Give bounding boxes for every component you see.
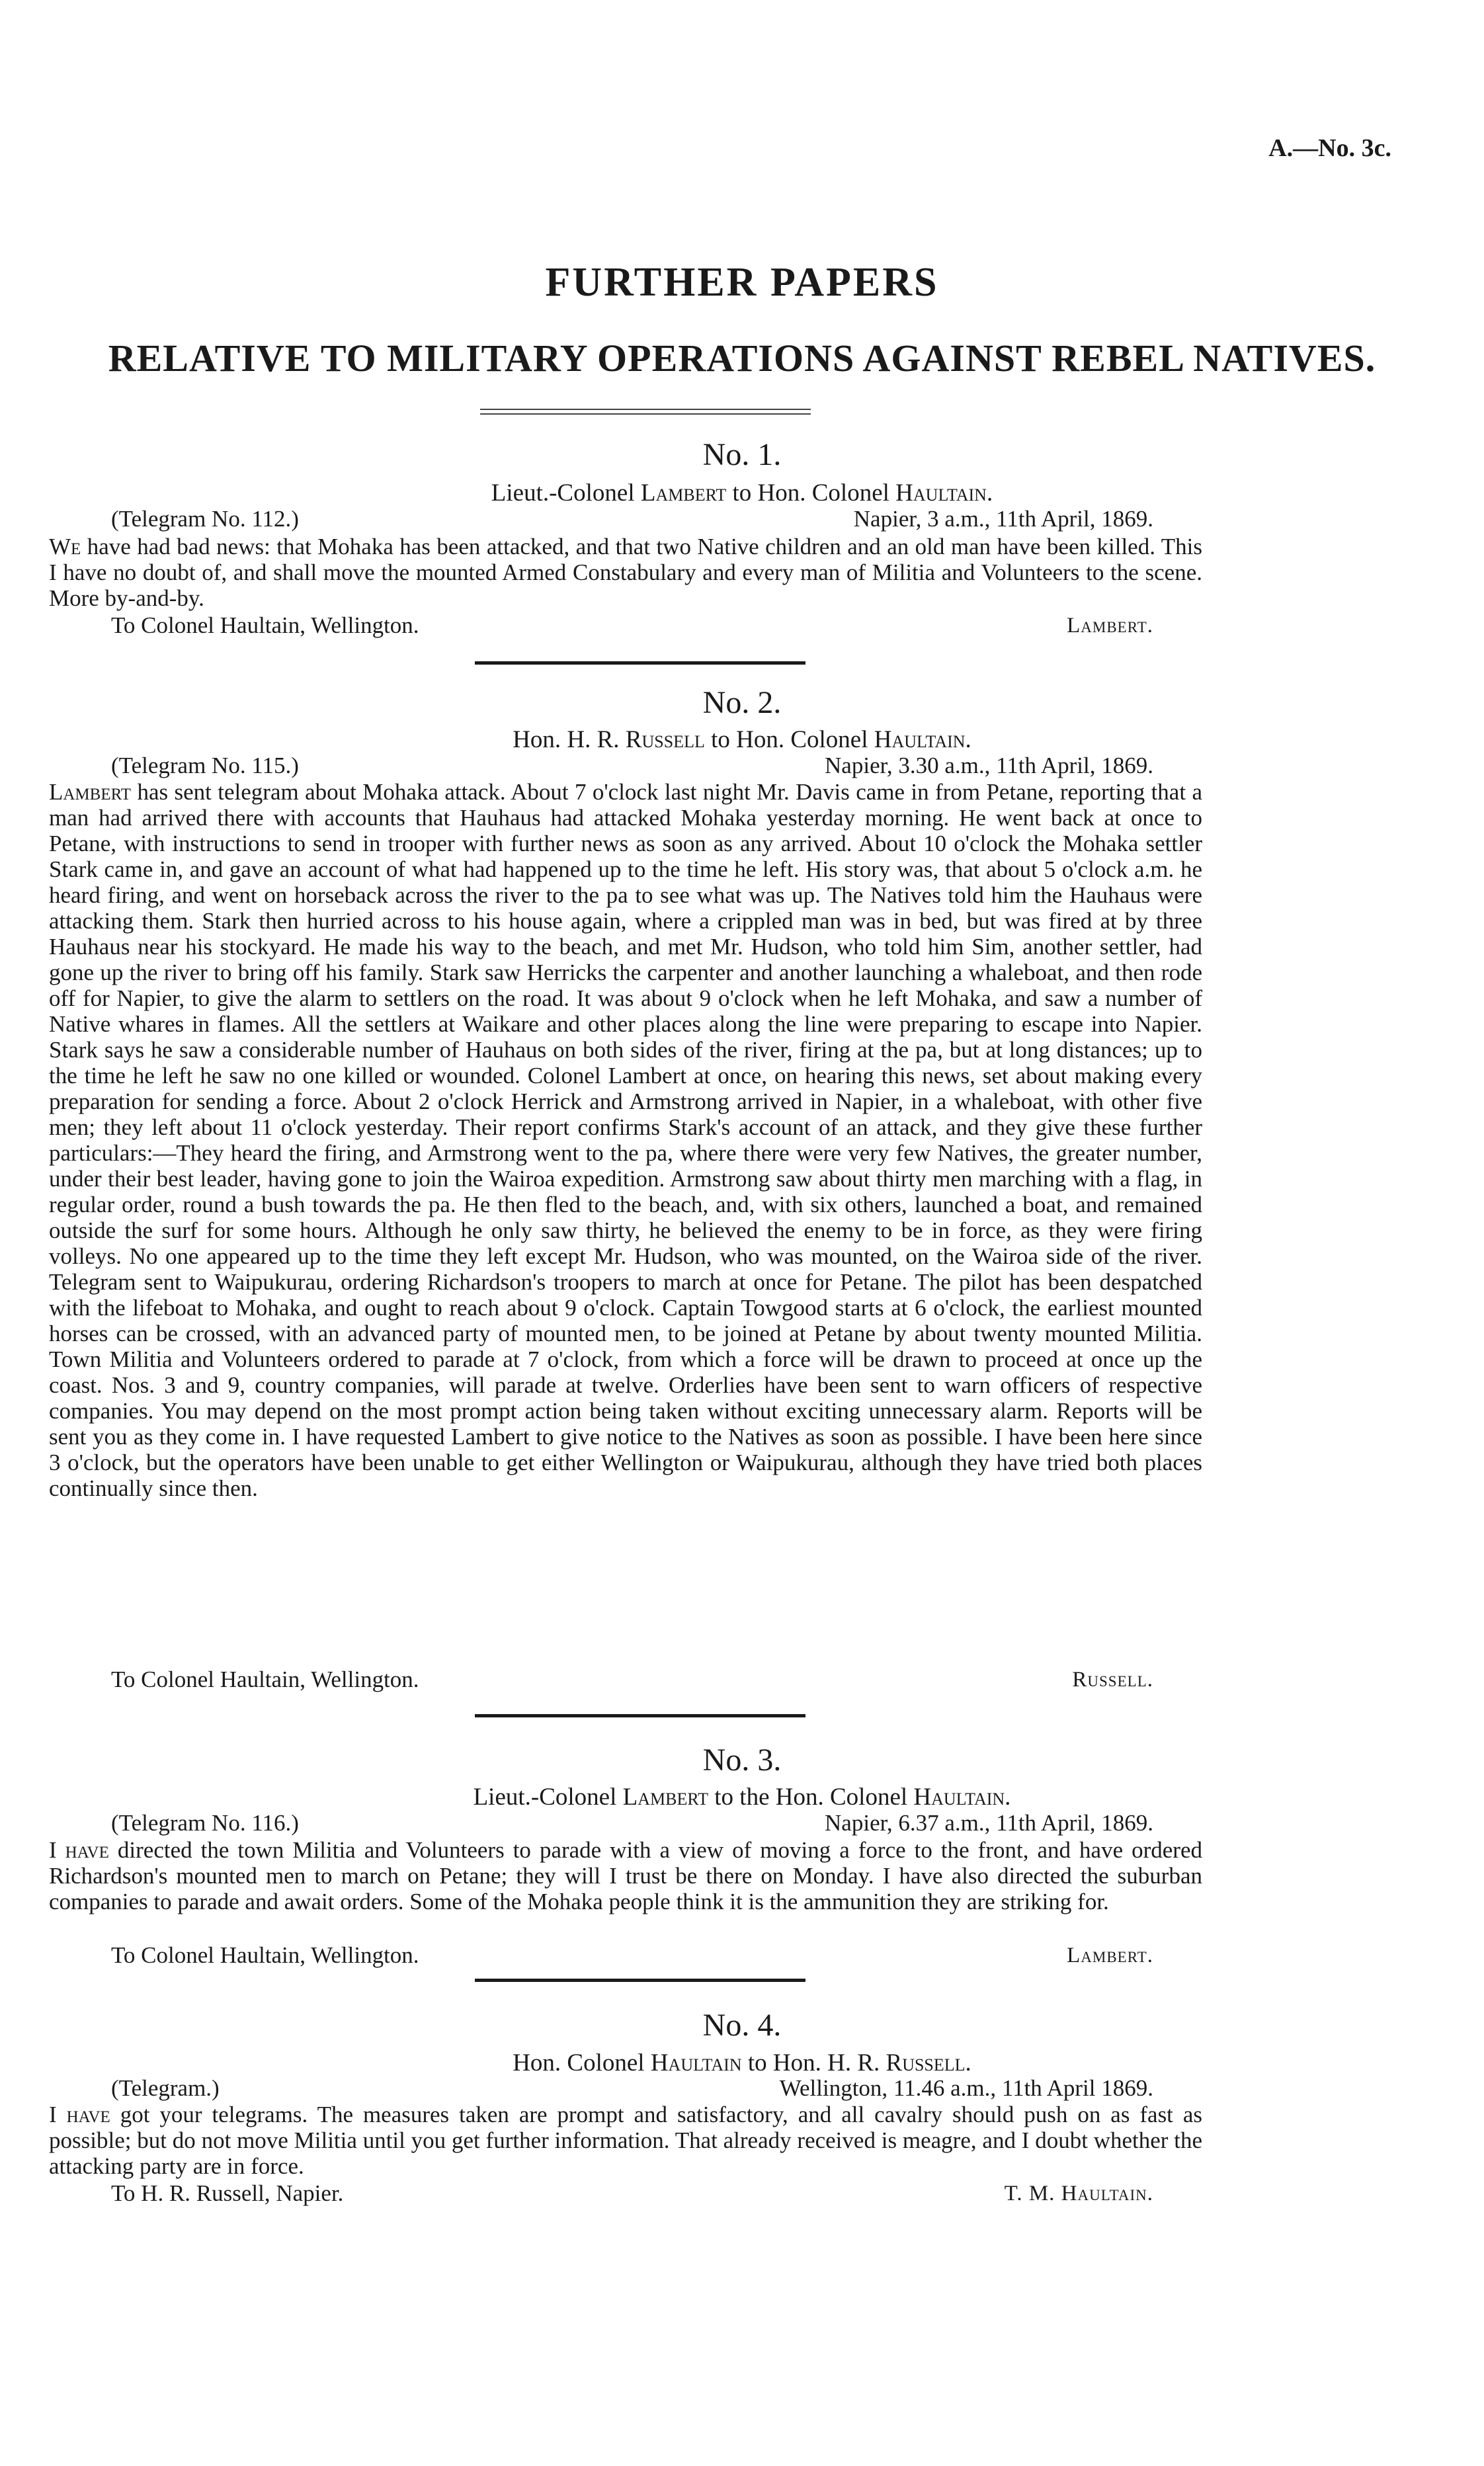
section-2-number: No. 2. — [702, 685, 782, 720]
section-3-heading: Lieut.-Colonel Lambert to the Hon. Colonel Haultain. — [473, 1784, 1011, 1811]
section-4-date: Wellington, 11.46 a.m., 11th April 1869. — [779, 2075, 1153, 2101]
section-2-signature: Russell. — [1072, 1668, 1153, 1692]
section-3-date: Napier, 6.37 a.m., 11th April, 1869. — [825, 1810, 1153, 1836]
section-4-addressee: To H. R. Russell, Napier. — [111, 2180, 344, 2206]
document-title: FURTHER PAPERS — [545, 260, 939, 305]
section-1-body: We have had bad news: that Mohaka has been attacked, and that two Native children and an old man have been killed. This I have no doubt of, and shall move the mounted Armed Constabulary and every man of Militia and Volunteers to the scene. More by-and-by. — [49, 534, 1202, 611]
section-3-signature: Lambert. — [1067, 1944, 1153, 1967]
section-2-body: Lambert has sent telegram about Mohaka attack. About 7 o'clock last night Mr. Davis came in from Petane, reporting that a man had arrived there with accounts that Hauhaus had attacked Mohaka yesterday morning. He went back at once to Petane, with instructions to send in trooper with further news as soon as any arrived. About 10 o'clock the Mohaka settler Stark came in, and gave an account of what had happened up to the time he left. His story was, that about 5 o'clock a.m. he heard firing, and went on horseback across the river to the pa to see what was up. The Natives told him the Hauhaus were attacking them. Stark then hurried across to his house again, where a crippled man was in bed, but was fired at by three Hauhaus near his stockyard. He made his way to the beach, and met Mr. Hudson, who told him Sim, another settler, had gone up the river to bring off his family. Stark saw Herricks the carpenter and another launching a whaleboat, and then rode off for Napier, to give the alarm to settlers on the road. It was about 9 o'clock when he left Mohaka, and saw a number of Native whares in flames. All the settlers at Waikare and other places along the line were preparing to escape into Napier. Stark says he saw a considerable number of Hauhaus on both sides of the river, firing at the pa, but at long distances; up to the time he left he saw no one killed or wounded. Colonel Lambert at once, on hearing this news, set about making every preparation for sending a force. About 2 o'clock Herrick and Armstrong arrived in Napier, in a whaleboat, with other five men; they left about 11 o'clock yesterday. Their report confirms Stark's account of an attack, and they give these further particulars:—They heard the firing, and Armstrong went to the pa, where there were very few Natives, the greater number, under their best leader, having gone to join the Wairoa expedition. Armstrong saw about thirty men marching with a flag, in regular order, round a bush towards the pa. He then fled to the beach, and, with six others, launched a boat, and remained outside the surf for some hours. Although he only saw thirty, he believed the enemy to be in force, as they were firing volleys. No one appeared up to the time they left except Mr. Hudson, who was mounted, on the Wairoa side of the river. Telegram sent to Waipukurau, ordering Richardson's troopers to march at once for Petane. The pilot has been despatched with the lifeboat to Mohaka, and ought to reach about 9 o'clock. Captain Towgood starts at 6 o'clock, the earliest mounted horses can be crossed, with an advanced party of mounted men, to be joined at Petane by about twenty mounted Militia. Town Militia and Volunteers ordered to parade at 7 o'clock, from which a force will be drawn to proceed at once up the coast. Nos. 3 and 9, country companies, will parade at twelve. Orderlies have been sent to warn officers of respective companies. You may depend on the most prompt action being taken without exciting unnecessary alarm. Reports will be sent you as they come in. I have requested Lambert to give notice to the Natives as soon as possible. I have been here since 3 o'clock, but the operators have been unable to get either Wellington or Waipukurau, although they have tried both places continually since then. — [49, 779, 1202, 1501]
section-2-telegram: (Telegram No. 115.) — [111, 753, 299, 778]
section-4-heading: Hon. Colonel Haultain to Hon. H. R. Russell. — [513, 2049, 971, 2076]
section-4-number: No. 4. — [702, 2008, 782, 2043]
section-2-heading: Hon. H. R. Russell to Hon. Colonel Haultain. — [513, 726, 971, 753]
section-1-number: No. 1. — [702, 437, 782, 472]
document-subtitle: RELATIVE TO MILITARY OPERATIONS AGAINST REBEL NATIVES. — [108, 337, 1376, 380]
section-4-body: I have got your telegrams. The measures taken are prompt and satisfactory, and all cavalry should push on as fast as possible; but do not move Militia until you get further information. That already received is meagre, and I doubt whether the attacking party are in force. — [49, 2102, 1202, 2179]
section-3-addressee: To Colonel Haultain, Wellington. — [111, 1942, 419, 1968]
section-1-signature: Lambert. — [1067, 614, 1153, 637]
section-1-telegram: (Telegram No. 112.) — [111, 506, 299, 532]
section-divider — [475, 1979, 805, 1982]
section-1-addressee: To Colonel Haultain, Wellington. — [111, 612, 419, 638]
title-divider — [480, 409, 811, 410]
section-4-telegram: (Telegram.) — [111, 2075, 220, 2101]
section-1-heading: Lieut.-Colonel Lambert to Hon. Colonel Haultain. — [491, 479, 993, 507]
section-3-telegram: (Telegram No. 116.) — [111, 1810, 299, 1836]
section-3-number: No. 3. — [702, 1743, 782, 1778]
section-divider — [475, 1714, 805, 1717]
section-divider — [475, 661, 805, 665]
page-reference: A.—No. 3c. — [1268, 134, 1391, 162]
section-2-addressee: To Colonel Haultain, Wellington. — [111, 1666, 419, 1692]
section-4-signature: T. M. Haultain. — [1004, 2182, 1153, 2205]
section-3-body: I have directed the town Militia and Volunteers to parade with a view of moving a force to the front, and have ordered Richardson's mounted men to march on Petane; they will I trust be there on Monday. I have also directed the suburban companies to parade and await orders. Some of the Mohaka people think it is the ammunition they are striking for. — [49, 1837, 1202, 1914]
section-2-date: Napier, 3.30 a.m., 11th April, 1869. — [825, 753, 1153, 778]
section-1-date: Napier, 3 a.m., 11th April, 1869. — [853, 506, 1153, 532]
